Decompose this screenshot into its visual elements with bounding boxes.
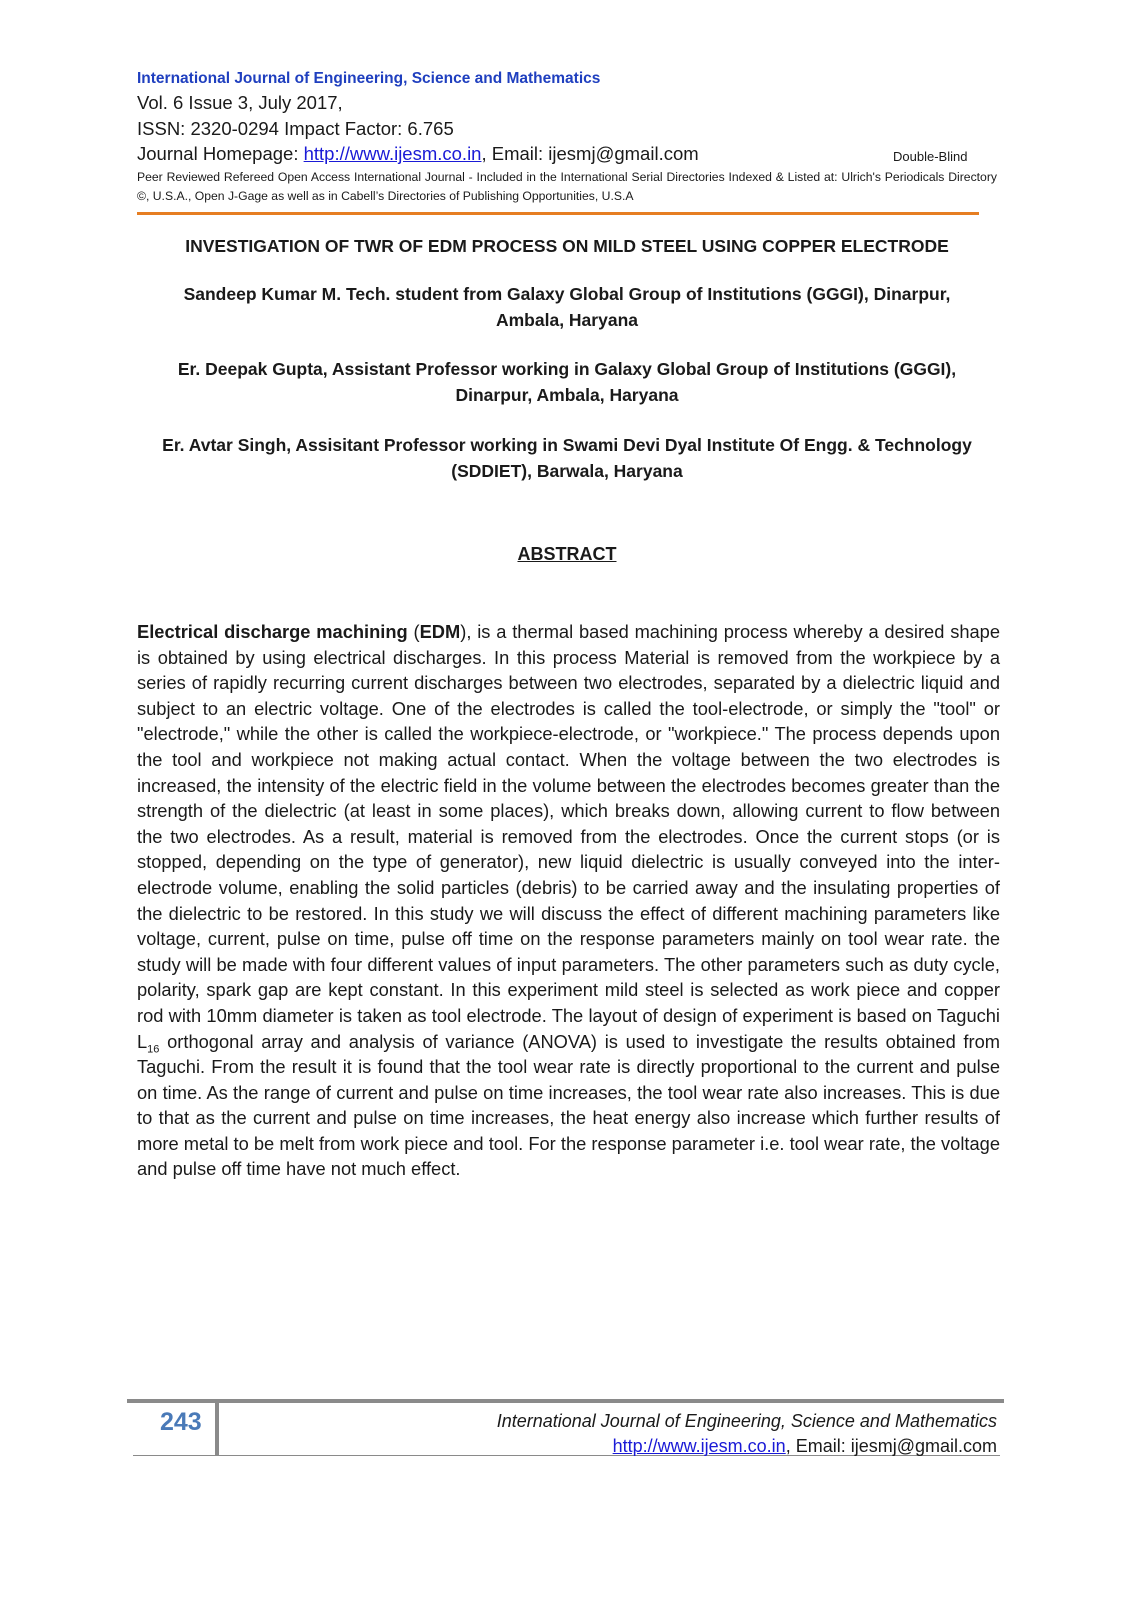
- abstract-heading: ABSTRACT: [517, 544, 617, 564]
- journal-issn: ISSN: 2320-0294 Impact Factor: 6.765: [137, 117, 454, 139]
- homepage-link[interactable]: http://www.ijesm.co.in: [303, 143, 482, 164]
- footer-url-link[interactable]: http://www.ijesm.co.in: [612, 1436, 786, 1456]
- abstract-term: Electrical discharge machining: [137, 621, 408, 642]
- journal-homepage-line: [137, 141, 997, 167]
- footer-journal-name: International Journal of Engineering, Science and Mathematics: [496, 1411, 997, 1431]
- header-divider: [137, 212, 979, 215]
- review-type-label: Double-Blind: [893, 149, 968, 164]
- author-affiliation-line: Sandeep Kumar M. Tech. student from Galaxy Global Group of Institutions (GGGI), Dinarpur,: [183, 284, 951, 304]
- author-block: [137, 432, 997, 484]
- author-affiliation-line: Er. Deepak Gupta, Assistant Professor working in Galaxy Global Group of Institutions (GGGI),: [177, 359, 957, 379]
- homepage-label: Journal Homepage:: [137, 143, 304, 164]
- abstract-acronym: EDM: [419, 621, 461, 642]
- footer-contact-line: [300, 1434, 997, 1459]
- journal-header: [137, 68, 997, 206]
- abstract-text-part2: orthogonal array and analysis of variance (ANOVA) is used to investigate the results obtained from Taguchi. From the result it is found that the tool wear rate is directly proportional to the current and pulse on time. As the range of current and pulse on time increases, the tool wear rate also increases. This is due to that as the current and pulse on time increases, the heat energy also increase which further results of more metal to be melt from work piece and tool. For the response parameter i.e. tool wear rate, the voltage and pulse off time have not much effect.: [137, 1030, 1000, 1180]
- author-affiliation-line: Er. Avtar Singh, Assisitant Professor working in Swami Devi Dyal Institute Of Engg. & Technology: [162, 435, 972, 455]
- abstract-paren: (: [407, 621, 420, 642]
- footer-top-rule: [127, 1399, 1004, 1403]
- abstract-subscript: 16: [147, 1043, 160, 1056]
- journal-name: International Journal of Engineering, Science and Mathematics: [137, 70, 601, 87]
- author-affiliation-line: Ambala, Haryana: [495, 310, 638, 330]
- abstract-text-part1: ), is a thermal based machining process whereby a desired shape is obtained by using electrical discharges. In this process Material is removed from the workpiece by a series of rapidly recurring current discharges between two electrodes, separated by a dielectric liquid and subject to an electric voltage. One of the electrodes is called the tool-electrode, or simply the "tool" or "electrode," while the other is called the workpiece-electrode, or "workpiece." The process depends upon the tool and workpiece not making actual contact. When the voltage between the two electrodes is increased, the intensity of the electric field in the volume between the electrodes becomes greater than the strength of the dielectric (at least in some places), which breaks down, allowing current to flow between the two electrodes. As a result, material is removed from the electrodes. Once the current stops (or is stopped, depending on the type of generator), new liquid dielectric is usually conveyed into the inter-electrode volume, enabling the solid particles (debris) to be carried away and the insulating properties of the dielectric to be restored. In this study we will discuss the effect of different machining parameters like voltage, current, pulse on time, pulse off time on the response parameters mainly on tool wear rate. the study will be made with four different values of input parameters. The other parameters such as duty cycle, polarity, spark gap are kept constant. In this experiment mild steel is selected as work piece and copper rod with 10mm diameter is taken as tool electrode. The layout of design of experiment is based on Taguchi L: [137, 621, 1000, 1052]
- author-affiliation-line: Dinarpur, Ambala, Haryana: [455, 385, 679, 405]
- footer-journal-info: [300, 1409, 997, 1459]
- header-email: , Email: ijesmj@gmail.com: [481, 143, 699, 164]
- indexing-statement: Peer Reviewed Refereed Open Access International Journal - Included in the International Serial Directories Indexed & Listed at: Ulrich's Periodicals Directory ©, U.S.A., Open J-Gage as well as in Cabell’s Directories of Publishing Opportunities, U.S.A: [137, 169, 997, 203]
- author-affiliation-line: (SDDIET), Barwala, Haryana: [451, 461, 683, 481]
- article-title: INVESTIGATION OF TWR OF EDM PROCESS ON MILD STEEL USING COPPER ELECTRODE: [185, 236, 949, 256]
- author-block: [137, 356, 997, 408]
- journal-volume: Vol. 6 Issue 3, July 2017,: [137, 92, 343, 113]
- abstract-body: [137, 619, 1000, 1182]
- page-number: 243: [160, 1408, 202, 1436]
- footer-vertical-rule: [215, 1403, 219, 1455]
- author-block: [137, 281, 997, 333]
- footer-email: , Email: ijesmj@gmail.com: [785, 1436, 997, 1456]
